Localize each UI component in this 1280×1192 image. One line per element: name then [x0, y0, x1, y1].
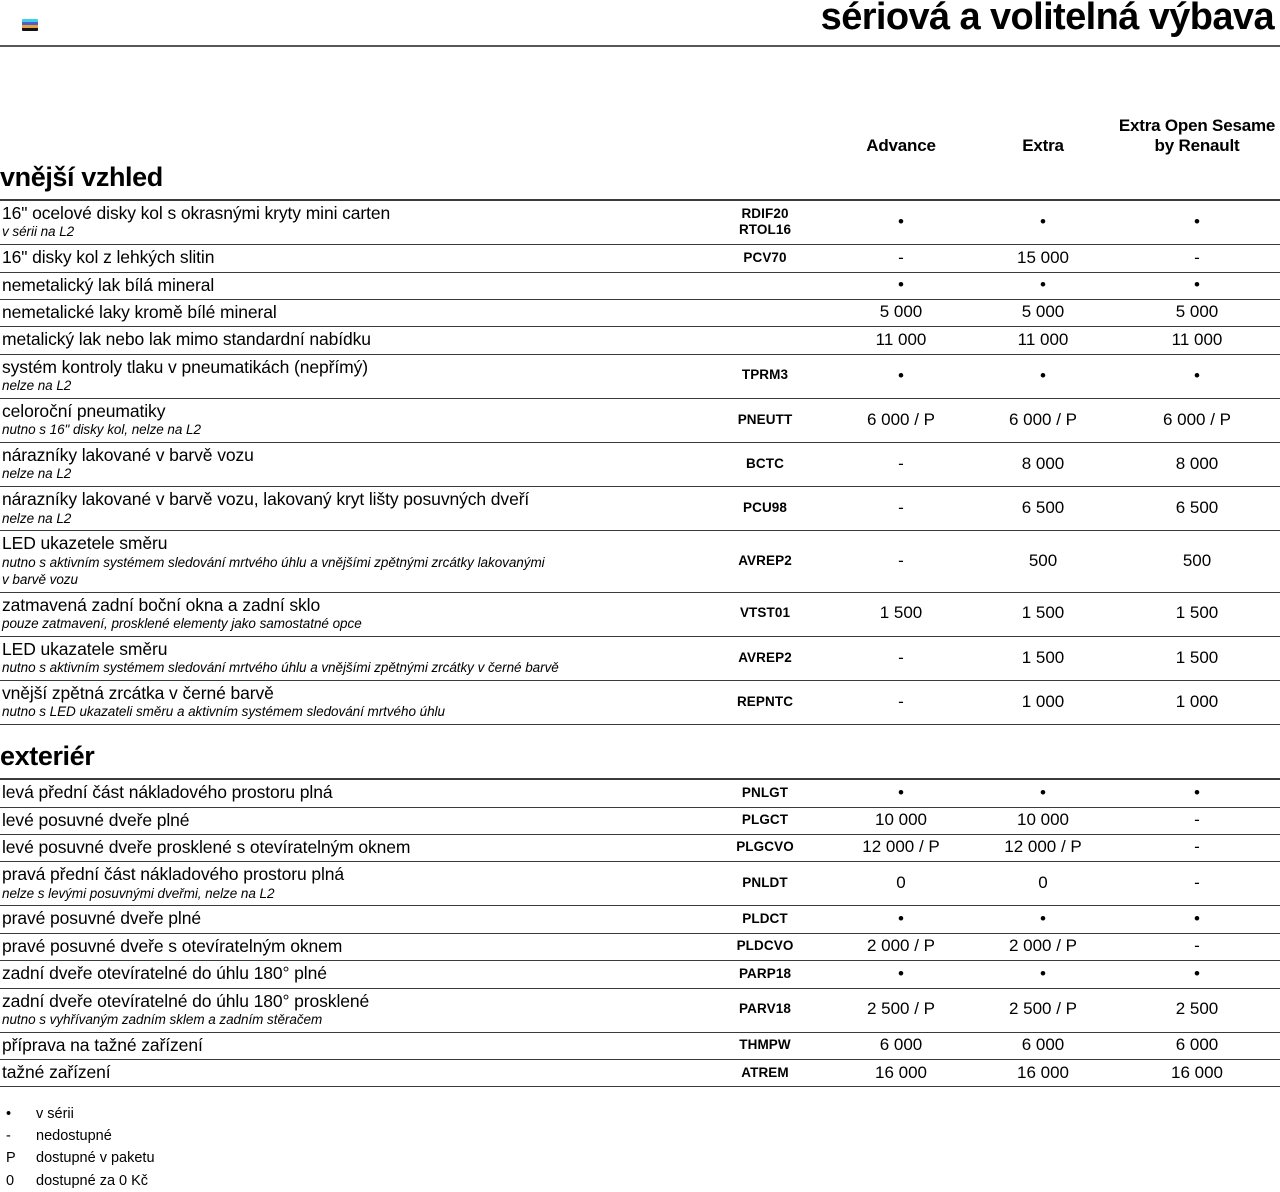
cell-value-extra-open-sesame: -: [1114, 834, 1280, 861]
row-description-cell: [0, 327, 700, 354]
row-description: příprava na tažné zařízení: [2, 1034, 203, 1055]
table-row: [0, 531, 1280, 592]
row-option-code: THMPW: [700, 1032, 830, 1059]
header-divider: [0, 45, 1280, 47]
cell-value-extra-open-sesame: [1114, 272, 1280, 299]
row-description-note: nutno s aktivním systémem sledování mrtvého úhlu a vnějšími zpětnými zrcátky v černé barvě: [2, 660, 559, 676]
cell-value-extra-open-sesame: -: [1114, 807, 1280, 834]
cell-value-extra-open-sesame: -: [1114, 245, 1280, 272]
cell-value-advance: -: [830, 531, 972, 592]
table-row: [0, 961, 1280, 988]
cell-value-advance: 2 000 / P: [830, 933, 972, 960]
cell-value-extra: 0: [972, 862, 1114, 906]
page-title: sériová a volitelná výbava: [820, 0, 1274, 38]
standard-equipment-dot-icon: •: [898, 782, 904, 802]
row-description-cell: [0, 961, 700, 988]
row-description-cell: [0, 807, 700, 834]
cell-value-extra-open-sesame: 5 000: [1114, 299, 1280, 326]
cell-value-extra: [972, 272, 1114, 299]
section-title-cell: [0, 164, 1280, 200]
row-option-code: RDIF20 RTOL16: [700, 200, 830, 245]
table-row: [0, 779, 1280, 807]
cell-value-extra-open-sesame: 1 500: [1114, 636, 1280, 680]
cell-value-extra-open-sesame: [1114, 779, 1280, 807]
cell-value-extra-open-sesame: 8 000: [1114, 443, 1280, 487]
cell-value-extra: 2 500 / P: [972, 988, 1114, 1032]
cell-value-advance: -: [830, 487, 972, 531]
table-row: [0, 807, 1280, 834]
row-description: LED ukazetele směru: [2, 533, 168, 554]
row-option-code: ATREM: [700, 1060, 830, 1087]
cell-value-advance: -: [830, 636, 972, 680]
row-option-code: PLDCVO: [700, 933, 830, 960]
standard-equipment-dot-icon: •: [1194, 275, 1200, 295]
row-description: pravé posuvné dveře plné: [2, 908, 201, 929]
cell-value-advance: -: [830, 245, 972, 272]
table-row: [0, 443, 1280, 487]
column-header-extra: Extra: [1022, 136, 1064, 156]
cell-value-extra-open-sesame: [1114, 906, 1280, 933]
row-description: 16" disky kol z lehkých slitin: [2, 247, 215, 268]
cell-value-extra-open-sesame: 1 000: [1114, 681, 1280, 725]
cell-value-advance: 11 000: [830, 327, 972, 354]
cell-value-extra: 11 000: [972, 327, 1114, 354]
cell-value-advance: 12 000 / P: [830, 834, 972, 861]
row-description: metalický lak nebo lak mimo standardní nabídku: [2, 329, 371, 350]
cell-value-extra-open-sesame: 16 000: [1114, 1060, 1280, 1087]
standard-equipment-dot-icon: •: [1040, 908, 1046, 928]
section-title: exteriér: [0, 741, 95, 772]
table-row: [0, 354, 1280, 398]
cell-value-advance: [830, 200, 972, 245]
cell-value-advance: 6 000 / P: [830, 398, 972, 442]
standard-equipment-dot-icon: •: [1194, 782, 1200, 802]
table-row: [0, 933, 1280, 960]
table-row: [0, 988, 1280, 1032]
cell-value-extra-open-sesame: -: [1114, 862, 1280, 906]
table-row: [0, 636, 1280, 680]
row-description: nemetalické laky kromě bílé mineral: [2, 301, 277, 322]
cell-value-extra: 6 000 / P: [972, 398, 1114, 442]
cell-value-extra: 6 500: [972, 487, 1114, 531]
row-description: levé posuvné dveře prosklené s otevíratelným oknem: [2, 836, 411, 857]
cell-value-extra-open-sesame: [1114, 354, 1280, 398]
row-description-cell: [0, 272, 700, 299]
legend-label: dostupné v paketu: [36, 1150, 155, 1167]
cell-value-extra: 2 000 / P: [972, 933, 1114, 960]
row-description: pravé posuvné dveře s otevíratelným oknem: [2, 935, 343, 956]
brand-logo-icon: [22, 19, 38, 31]
legend-item: [6, 1170, 1280, 1192]
legend-symbol: P: [6, 1150, 16, 1167]
cell-value-extra: 500: [972, 531, 1114, 592]
table-row: [0, 272, 1280, 299]
row-option-code: PLGCVO: [700, 834, 830, 861]
standard-equipment-dot-icon: •: [1040, 782, 1046, 802]
row-option-code: AVREP2: [700, 531, 830, 592]
cell-value-extra: 10 000: [972, 807, 1114, 834]
cell-value-advance: 10 000: [830, 807, 972, 834]
cell-value-extra-open-sesame: -: [1114, 933, 1280, 960]
logo-stripe-4: [22, 28, 38, 31]
legend-symbol: 0: [6, 1172, 15, 1189]
row-description-cell: [0, 906, 700, 933]
row-description-cell: [0, 200, 700, 245]
column-header-extra-open-sesame: Extra Open Sesame by Renault: [1118, 116, 1276, 156]
standard-equipment-dot-icon: •: [1194, 908, 1200, 928]
row-option-code: AVREP2: [700, 636, 830, 680]
row-description-cell: [0, 834, 700, 861]
legend-label: dostupné za 0 Kč: [36, 1172, 149, 1189]
standard-equipment-dot-icon: •: [1194, 365, 1200, 385]
standard-equipment-dot-icon: •: [898, 963, 904, 983]
cell-value-extra: 5 000: [972, 299, 1114, 326]
cell-value-advance: 5 000: [830, 299, 972, 326]
row-option-code: VTST01: [700, 592, 830, 636]
row-description: zadní dveře otevíratelné do úhlu 180° prosklené: [2, 990, 370, 1011]
standard-equipment-dot-icon: •: [898, 211, 904, 231]
column-header-code: [700, 46, 830, 164]
row-option-code: TPRM3: [700, 354, 830, 398]
row-description-cell: [0, 779, 700, 807]
page-header: [0, 0, 1280, 46]
cell-value-advance: [830, 906, 972, 933]
row-description-note: nutno s vyhřívaným zadním sklem a zadním stěračem: [2, 1011, 323, 1027]
cell-value-extra: [972, 200, 1114, 245]
row-description: levé posuvné dveře plné: [2, 809, 190, 830]
cell-value-extra-open-sesame: 6 500: [1114, 487, 1280, 531]
cell-value-extra-open-sesame: [1114, 200, 1280, 245]
row-description-note: nelze na L2: [2, 466, 72, 482]
standard-equipment-dot-icon: •: [898, 908, 904, 928]
cell-value-advance: [830, 354, 972, 398]
cell-value-extra: 1 500: [972, 636, 1114, 680]
legend-symbol: •: [6, 1106, 12, 1123]
row-description: systém kontroly tlaku v pneumatikách (nepřímý): [2, 356, 368, 377]
table-row: [0, 200, 1280, 245]
cell-value-extra: [972, 779, 1114, 807]
row-description-note: v sérii na L2: [2, 224, 75, 240]
cell-value-extra-open-sesame: [1114, 961, 1280, 988]
row-description-note: nelze na L2: [2, 377, 72, 393]
column-header-row: [0, 46, 1280, 164]
table-row: [0, 592, 1280, 636]
row-description-cell: [0, 681, 700, 725]
row-description-cell: [0, 862, 700, 906]
row-description-cell: [0, 1060, 700, 1087]
row-description: vnější zpětná zrcátka v černé barvě: [2, 683, 274, 703]
table-row: [0, 245, 1280, 272]
row-description-cell: [0, 531, 700, 592]
row-description-cell: [0, 933, 700, 960]
cell-value-extra: [972, 354, 1114, 398]
cell-value-extra: 15 000: [972, 245, 1114, 272]
cell-value-advance: 1 500: [830, 592, 972, 636]
table-row: [0, 398, 1280, 442]
row-option-code: REPNTC: [700, 681, 830, 725]
cell-value-extra-open-sesame: 2 500: [1114, 988, 1280, 1032]
cell-value-advance: [830, 961, 972, 988]
table-row: [0, 906, 1280, 933]
row-option-code: [700, 272, 830, 299]
legend-item: [6, 1125, 1280, 1147]
row-option-code: PCV70: [700, 245, 830, 272]
cell-value-advance: 0: [830, 862, 972, 906]
cell-value-extra: [972, 906, 1114, 933]
equipment-table: [0, 46, 1280, 1087]
cell-value-advance: 2 500 / P: [830, 988, 972, 1032]
cell-value-extra-open-sesame: 6 000 / P: [1114, 398, 1280, 442]
row-description-note: nutno s LED ukazateli směru a aktivním systémem sledování mrtvého úhlu: [2, 704, 445, 720]
row-description-note: pouze zatmavení, prosklené elementy jako samostatné opce: [2, 615, 362, 631]
row-description: LED ukazatele směru: [2, 638, 168, 659]
row-option-code: PNEUTT: [700, 398, 830, 442]
cell-value-extra-open-sesame: 6 000: [1114, 1032, 1280, 1059]
standard-equipment-dot-icon: •: [1040, 275, 1046, 295]
row-description-note: nutno s 16" disky kol, nelze na L2: [2, 422, 201, 438]
standard-equipment-dot-icon: •: [1040, 963, 1046, 983]
column-header-advance: Advance: [866, 136, 936, 156]
row-description: tažné zařízení: [2, 1062, 111, 1083]
section-title: vnější vzhled: [0, 162, 163, 192]
spec-sheet: [0, 46, 1280, 1192]
row-option-code: BCTC: [700, 443, 830, 487]
standard-equipment-dot-icon: •: [898, 365, 904, 385]
cell-value-extra: 1 000: [972, 681, 1114, 725]
standard-equipment-dot-icon: •: [1194, 963, 1200, 983]
row-description-cell: [0, 988, 700, 1032]
row-description-cell: [0, 398, 700, 442]
section-title-cell: [0, 725, 1280, 780]
row-description: celoroční pneumatiky: [2, 400, 166, 421]
section-header-row: [0, 725, 1280, 780]
row-option-code: [700, 327, 830, 354]
row-description-cell: [0, 592, 700, 636]
cell-value-advance: 16 000: [830, 1060, 972, 1087]
row-option-code: PARV18: [700, 988, 830, 1032]
row-description-cell: [0, 1032, 700, 1059]
row-description: nemetalický lak bílá mineral: [2, 274, 215, 295]
table-row: [0, 1060, 1280, 1087]
row-description: zatmavená zadní boční okna a zadní sklo: [2, 594, 321, 615]
table-row: [0, 834, 1280, 861]
table-row: [0, 299, 1280, 326]
row-description: zadní dveře otevíratelné do úhlu 180° plné: [2, 963, 327, 984]
cell-value-extra: 8 000: [972, 443, 1114, 487]
legend-item: [6, 1147, 1280, 1169]
row-description: nárazníky lakované v barvě vozu, lakovaný kryt lišty posuvných dveří: [2, 489, 530, 510]
row-description-cell: [0, 354, 700, 398]
row-description: 16" ocelové disky kol s okrasnými kryty mini carten: [2, 203, 391, 223]
legend-item: [6, 1103, 1280, 1125]
table-row: [0, 862, 1280, 906]
row-option-code: [700, 299, 830, 326]
cell-value-advance: -: [830, 443, 972, 487]
row-description-cell: [0, 443, 700, 487]
row-option-code: PLDCT: [700, 906, 830, 933]
cell-value-extra: 6 000: [972, 1032, 1114, 1059]
cell-value-extra-open-sesame: 1 500: [1114, 592, 1280, 636]
table-row: [0, 327, 1280, 354]
cell-value-extra: 1 500: [972, 592, 1114, 636]
row-description: nárazníky lakované v barvě vozu: [2, 445, 254, 466]
column-header-description: [0, 46, 700, 164]
table-row: [0, 681, 1280, 725]
section-header-row: [0, 164, 1280, 200]
cell-value-extra-open-sesame: 500: [1114, 531, 1280, 592]
standard-equipment-dot-icon: •: [1040, 211, 1046, 231]
cell-value-advance: -: [830, 681, 972, 725]
standard-equipment-dot-icon: •: [1194, 211, 1200, 231]
row-description: levá přední část nákladového prostoru plná: [2, 782, 333, 803]
legend-symbol: -: [6, 1128, 11, 1145]
row-description: pravá přední část nákladového prostoru plná: [2, 864, 345, 885]
standard-equipment-dot-icon: •: [898, 275, 904, 295]
row-option-code: PARP18: [700, 961, 830, 988]
row-description-note: nutno s aktivním systémem sledování mrtvého úhlu a vnějšími zpětnými zrcátky lakovanými v barvě vozu: [2, 554, 545, 587]
cell-value-extra: [972, 961, 1114, 988]
table-row: [0, 1032, 1280, 1059]
row-description-note: nelze s levými posuvnými dveřmi, nelze na L2: [2, 885, 275, 901]
row-description-cell: [0, 636, 700, 680]
cell-value-extra: 16 000: [972, 1060, 1114, 1087]
row-description-cell: [0, 245, 700, 272]
cell-value-advance: [830, 779, 972, 807]
cell-value-extra: 12 000 / P: [972, 834, 1114, 861]
row-description-note: nelze na L2: [2, 510, 72, 526]
standard-equipment-dot-icon: •: [1040, 365, 1046, 385]
legend: [6, 1103, 1280, 1191]
row-description-cell: [0, 487, 700, 531]
row-option-code: PLGCT: [700, 807, 830, 834]
legend-label: v sérii: [36, 1106, 74, 1123]
cell-value-extra-open-sesame: 11 000: [1114, 327, 1280, 354]
row-option-code: PCU98: [700, 487, 830, 531]
table-row: [0, 487, 1280, 531]
cell-value-advance: [830, 272, 972, 299]
legend-label: nedostupné: [36, 1128, 112, 1145]
row-description-cell: [0, 299, 700, 326]
row-option-code: PNLGT: [700, 779, 830, 807]
row-option-code: PNLDT: [700, 862, 830, 906]
cell-value-advance: 6 000: [830, 1032, 972, 1059]
